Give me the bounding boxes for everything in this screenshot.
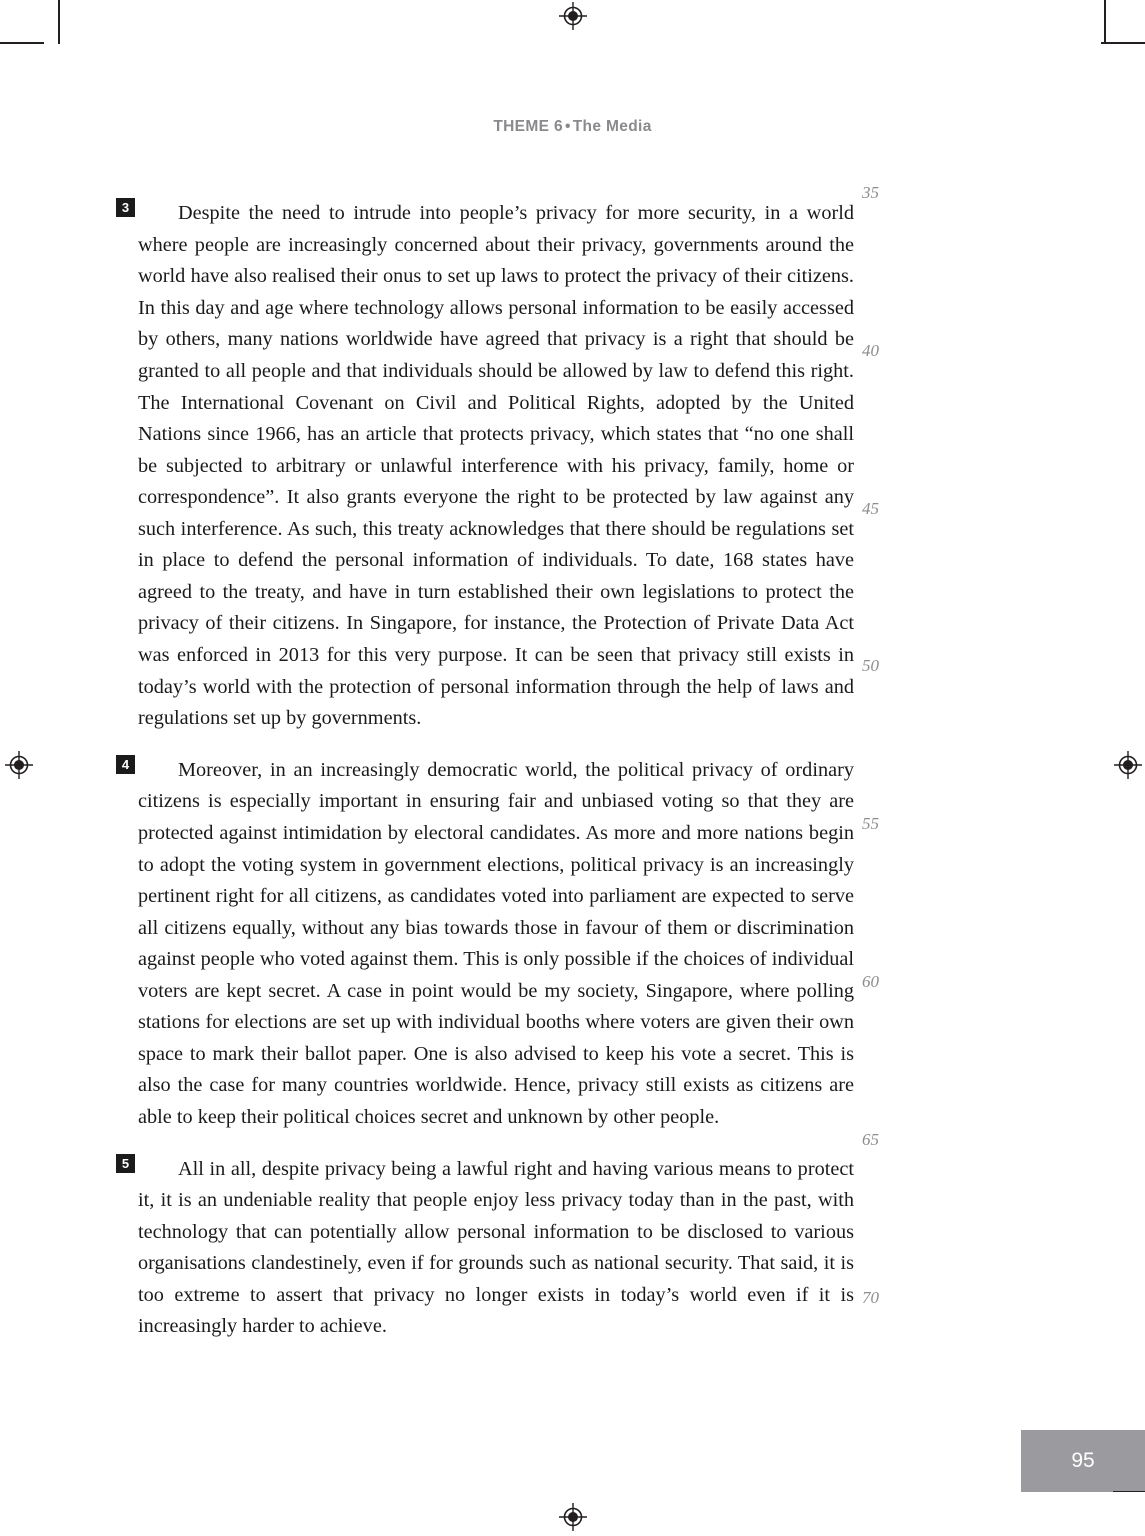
registration-mark-left: [4, 750, 34, 780]
registration-mark-top: [558, 1, 588, 31]
running-header-theme: THEME 6: [493, 118, 563, 135]
line-number: 60: [862, 972, 879, 991]
page-number: 95: [1071, 1449, 1095, 1472]
paragraph-3-text: Despite the need to intrude into people’s privacy for more security, in a world where people are increasingly concerned about their privacy, governments around the world have also realised their onus to set up laws to protect the privacy of their citizens. In this day and age where technology allows personal information to be easily accessed by others, many nations worldwide have agreed that privacy is a right that should be granted to all people and that individuals should be allowed by law to defend this right. The International Covenant on Civil and Political Rights, adopted by the United Nations since 1966, has an article that protects privacy, which states that “no one shall be subjected to arbitrary or unlawful interference with his privacy, family, home or correspondence”. It also grants everyone the right to be protected by law against any such interference. As such, this treaty acknowledges that there should be regulations set in place to defend the personal information of individuals. To date, 168 states have agreed to the treaty, and have in turn established their own legislations to protect the privacy of their citizens. In Singapore, for instance, the Protection of Private Data Act was enforced in 2013 for this very purpose. It can be seen that privacy still exists in today’s world with the protection of personal information through the help of laws and regulations set up by governments.: [138, 202, 854, 730]
registration-mark-right: [1113, 750, 1143, 780]
line-number: 70: [862, 1288, 879, 1307]
line-number: 45: [862, 499, 879, 518]
line-number: 50: [862, 656, 879, 675]
paragraph-3: [121, 198, 854, 734]
running-header: [0, 118, 1145, 136]
paragraph-4-text: Moreover, in an increasingly democratic world, the political privacy of ordinary citizens is especially important in ensuring fair and unbiased voting so that they are protected against intimidation by electoral candidates. As more and more nations begin to adopt the voting system in government elections, political privacy is an increasingly pertinent right for all citizens, as candidates voted into parliament are expected to serve all citizens equally, without any bias towards those in favour of them or discrimination against people who voted against them. This is only possible if the choices of individual voters are kept secret. A case in point would be my society, Singapore, where polling stations for elections are set up with individual booths where voters are given their own space to mark their ballot paper. One is also advised to keep his vote a secret. This is also the case for many countries worldwide. Hence, privacy still exists as citizens are able to keep their political choices secret and unknown by other people.: [138, 758, 854, 1128]
line-number: 55: [862, 814, 879, 833]
crop-mark-top-right-vertical: [1104, 0, 1106, 44]
paragraph-5-text: All in all, despite privacy being a lawful right and having various means to protect it, it is an undeniable reality that people enjoy less privacy today than in the past, with technology that can potentially allow personal information to be disclosed to various organisations clandestinely, even if for grounds such as national security. That said, it is too extreme to assert that privacy no longer exists in today’s world even if it is increasingly harder to achieve.: [138, 1157, 854, 1338]
paragraph-marker-5: 5: [116, 1154, 135, 1173]
running-header-separator: •: [564, 118, 571, 135]
line-number: 40: [862, 341, 879, 360]
line-number: 35: [862, 183, 879, 202]
running-header-title: The Media: [572, 118, 652, 135]
body-text-column: [121, 178, 854, 1363]
crop-mark-top-left-vertical: [58, 0, 60, 44]
line-number: 65: [862, 1130, 879, 1149]
folio-rule: [1113, 1491, 1145, 1492]
crop-mark-top-right-horizontal: [1101, 42, 1145, 44]
paragraph-4: [121, 755, 854, 1134]
paragraph-marker-3: 3: [116, 198, 135, 217]
paragraph-5: [121, 1154, 854, 1343]
crop-mark-top-left-horizontal: [0, 42, 44, 44]
paragraph-marker-4: 4: [116, 755, 135, 774]
registration-mark-bottom: [558, 1502, 588, 1532]
